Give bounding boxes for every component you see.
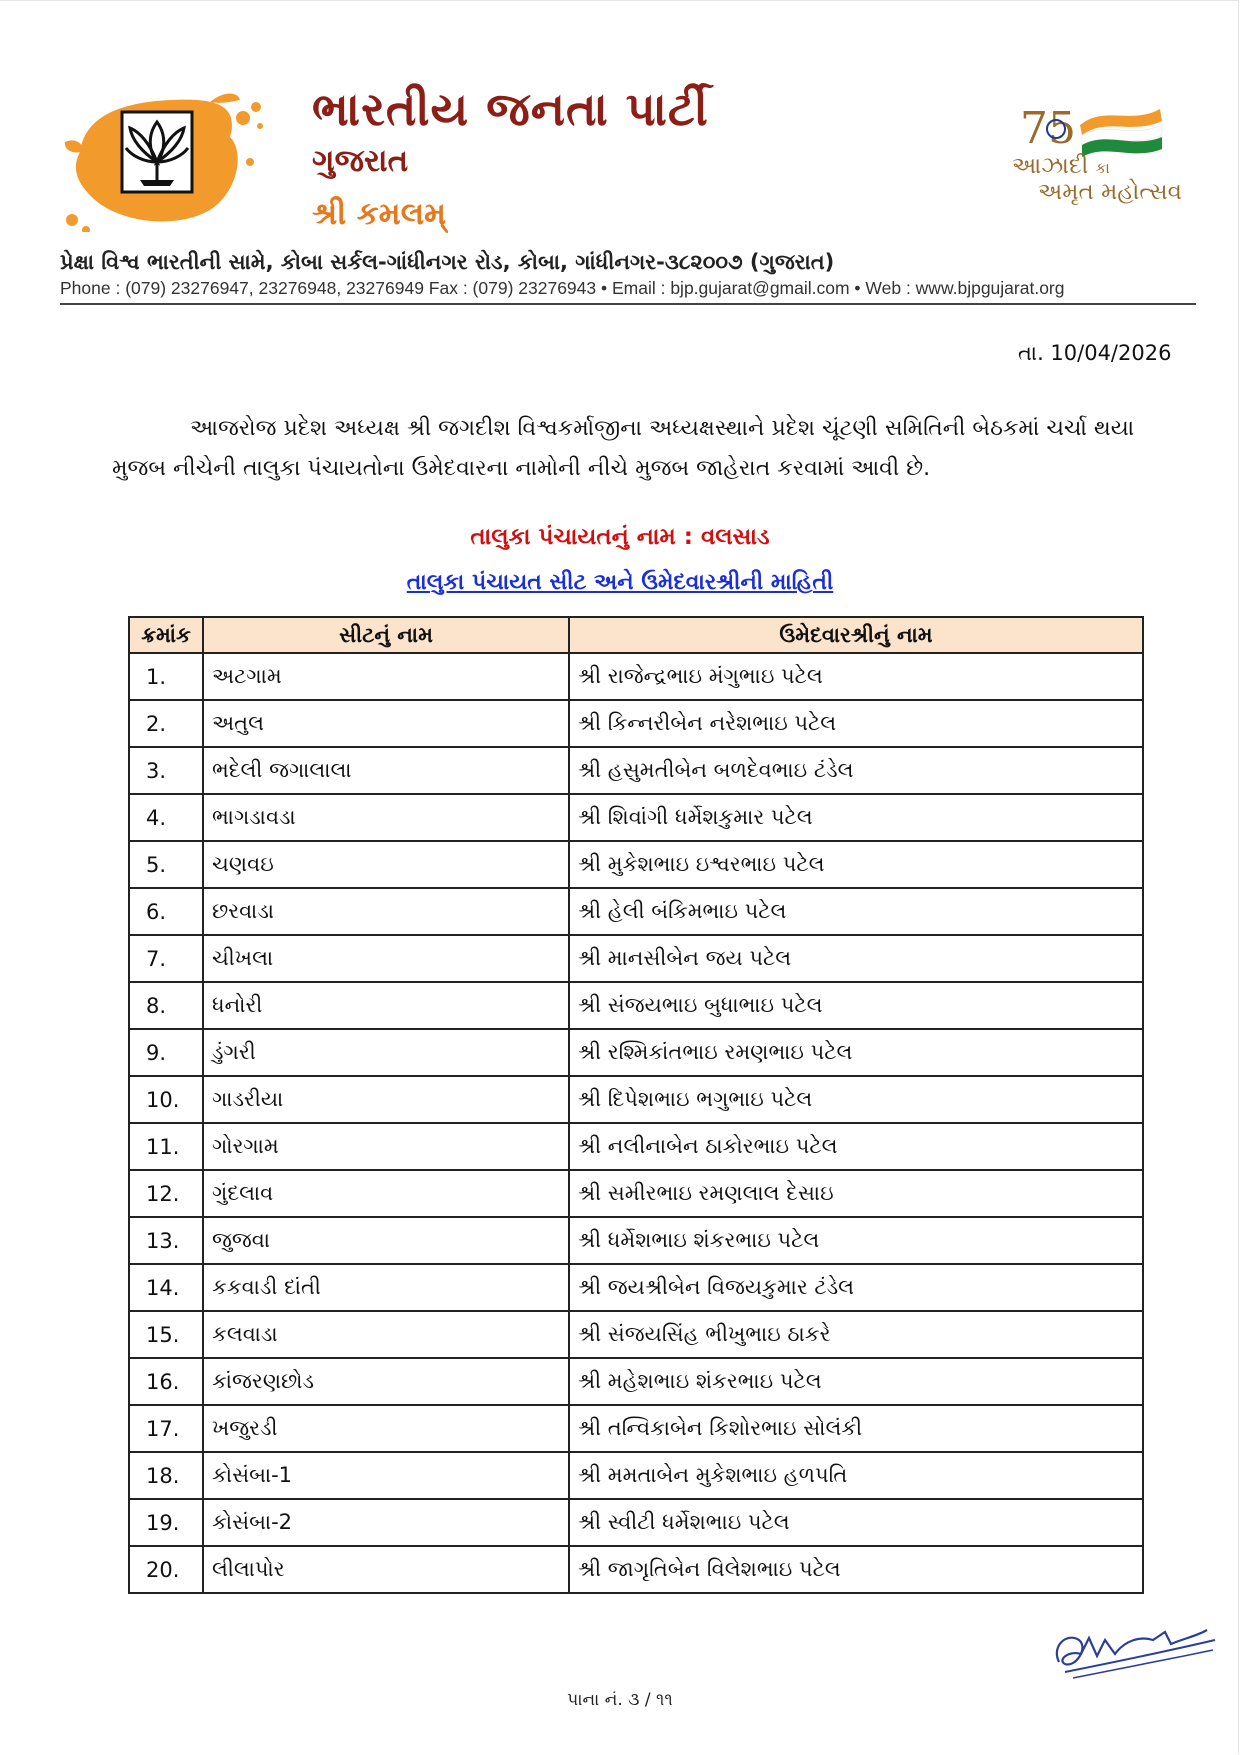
serial-cell: 8. — [129, 982, 203, 1029]
seat-name-cell: ખજુરડી — [203, 1405, 569, 1452]
serial-cell: 3. — [129, 747, 203, 794]
seat-name-cell: ચીખલા — [203, 935, 569, 982]
table-row — [129, 1311, 1143, 1358]
candidate-name-cell: શ્રી મહેશભાઇ શંકરભાઇ પટેલ — [569, 1358, 1143, 1405]
serial-cell: 9. — [129, 1029, 203, 1076]
candidate-name-cell: શ્રી જયશ્રીબેન વિજયકુમાર ટંડેલ — [569, 1264, 1143, 1311]
candidate-name-cell: શ્રી સમીરભાઇ રમણલાલ દેસાઇ — [569, 1170, 1143, 1217]
candidate-name-cell: શ્રી રશ્મિકાંતભાઇ રમણભાઇ પટેલ — [569, 1029, 1143, 1076]
azadi-ka: કા — [1095, 159, 1110, 177]
seat-name-cell: ડુંગરી — [203, 1029, 569, 1076]
seat-name-cell: જુજવા — [203, 1217, 569, 1264]
seat-name-cell: અટગામ — [203, 653, 569, 700]
seat-name-cell: ભાગડાવડા — [203, 794, 569, 841]
section-subtitle — [0, 570, 1240, 595]
table-row — [129, 1170, 1143, 1217]
candidate-table — [128, 616, 1144, 1594]
candidate-name-cell: શ્રી સ્વીટી ધર્મેશભાઇ પટેલ — [569, 1499, 1143, 1546]
paragraph-line-1: આજરોજ પ્રદેશ અધ્યક્ષ શ્રી જગદીશ વિશ્વકર્માજીના અધ્યક્ષસ્થાને પ્રદેશ ચૂંટણી સમિતિની બેઠકમાં ચર્ચા થયા — [190, 416, 1135, 441]
seat-name-cell: લીલાપોર — [203, 1546, 569, 1593]
azadi-line2: અમૃત મહોત્સવ — [1038, 179, 1182, 205]
seat-name-cell: કોસંબા-2 — [203, 1499, 569, 1546]
letter-date: તા. 10/04/2026 — [1018, 341, 1172, 365]
candidate-name-cell: શ્રી રાજેન્દ્રભાઇ મંગુભાઇ પટેલ — [569, 653, 1143, 700]
table-row — [129, 747, 1143, 794]
azadi-ka-amrit-mahotsav-logo — [1010, 95, 1210, 210]
table-row — [129, 1123, 1143, 1170]
seat-name-cell: છરવાડા — [203, 888, 569, 935]
serial-cell: 2. — [129, 700, 203, 747]
serial-cell: 4. — [129, 794, 203, 841]
seat-name-cell: કોસંબા-1 — [203, 1452, 569, 1499]
bjp-lotus-logo — [60, 82, 290, 232]
contact-line: Phone : (079) 23276947, 23276948, 23276949 Fax : (079) 23276943 • Email : bjp.gujarat@gmail.com • Web : www.bjpgujarat.org — [60, 278, 1065, 298]
seat-name-cell: ગુંદલાવ — [203, 1170, 569, 1217]
seat-name-cell: ધનોરી — [203, 982, 569, 1029]
candidate-name-cell: શ્રી મુકેશભાઇ ઇશ્વરભાઇ પટેલ — [569, 841, 1143, 888]
state-name: ગુજરાત — [312, 143, 409, 179]
table-row — [129, 982, 1143, 1029]
section-subtitle-text: તાલુકા પંચાયત સીટ અને ઉમેદવારશ્રીની માહિતી — [406, 570, 834, 595]
candidate-name-cell: શ્રી કિન્નરીબેન નરેશભાઇ પટેલ — [569, 700, 1143, 747]
serial-cell: 17. — [129, 1405, 203, 1452]
header-seat-name: સીટનું નામ — [203, 617, 569, 653]
serial-cell: 12. — [129, 1170, 203, 1217]
page-number: પાના નં. ૩ / ૧૧ — [567, 1690, 673, 1710]
serial-cell: 18. — [129, 1452, 203, 1499]
table-row — [129, 841, 1143, 888]
candidate-name-cell: શ્રી શિવાંગી ધર્મેશકુમાર પટેલ — [569, 794, 1143, 841]
serial-cell: 6. — [129, 888, 203, 935]
azadi-number: 75 — [1020, 103, 1076, 154]
office-address: પ્રેક્ષા વિશ્વ ભારતીની સામે, કોબા સર્કલ-ગાંધીનગર રોડ, કોબા, ગાંધીનગર-૩૮૨૦૦૭ (ગુજરાત) — [60, 250, 835, 274]
taluka-panchayat-title: તાલુકા પંચાયતનું નામ : વલસાડ — [470, 524, 770, 550]
table-row — [129, 1076, 1143, 1123]
table-header-row — [129, 617, 1143, 653]
candidate-name-cell: શ્રી ધર્મેશભાઇ શંકરભાઇ પટેલ — [569, 1217, 1143, 1264]
serial-cell: 14. — [129, 1264, 203, 1311]
seat-name-cell: કાંજરણછોડ — [203, 1358, 569, 1405]
serial-cell: 20. — [129, 1546, 203, 1593]
candidate-name-cell: શ્રી હસુમતીબેન બળદેવભાઇ ટંડેલ — [569, 747, 1143, 794]
header-serial: ક્રમાંક — [129, 617, 203, 653]
candidate-name-cell: શ્રી મમતાબેન મુકેશભાઇ હળપતિ — [569, 1452, 1143, 1499]
serial-cell: 11. — [129, 1123, 203, 1170]
party-name: ભારતીય જનતા પાર્ટી — [312, 82, 709, 136]
seat-name-cell: ભદેલી જગાલાલા — [203, 747, 569, 794]
table-row — [129, 1546, 1143, 1593]
table-row — [129, 1358, 1143, 1405]
serial-cell: 19. — [129, 1499, 203, 1546]
office-name: શ્રી કમલમ્ — [312, 196, 447, 232]
serial-cell: 7. — [129, 935, 203, 982]
serial-cell: 10. — [129, 1076, 203, 1123]
seat-name-cell: ચણવઇ — [203, 841, 569, 888]
seat-name-cell: અતુલ — [203, 700, 569, 747]
table-row — [129, 794, 1143, 841]
candidate-name-cell: શ્રી નલીનાબેન ઠાકોરભાઇ પટેલ — [569, 1123, 1143, 1170]
header-candidate-name: ઉમેદવારશ્રીનું નામ — [569, 617, 1143, 653]
table-row — [129, 1264, 1143, 1311]
table-row — [129, 653, 1143, 700]
azadi-line1: આઝાદી — [1012, 153, 1089, 179]
signature — [1045, 1610, 1225, 1690]
serial-cell: 1. — [129, 653, 203, 700]
candidate-name-cell: શ્રી હેલી બંકિમભાઇ પટેલ — [569, 888, 1143, 935]
table-row — [129, 1029, 1143, 1076]
table-row — [129, 1405, 1143, 1452]
announcement-paragraph — [112, 409, 1162, 489]
serial-cell: 13. — [129, 1217, 203, 1264]
seat-name-cell: કલવાડા — [203, 1311, 569, 1358]
serial-cell: 16. — [129, 1358, 203, 1405]
serial-cell: 5. — [129, 841, 203, 888]
table-row — [129, 1452, 1143, 1499]
candidate-name-cell: શ્રી તન્વિકાબેન કિશોરભાઇ સોલંકી — [569, 1405, 1143, 1452]
header-divider — [60, 303, 1196, 305]
seat-name-cell: કકવાડી દાંતી — [203, 1264, 569, 1311]
table-row — [129, 935, 1143, 982]
paragraph-line-2: મુજબ નીચેની તાલુકા પંચાયતોના ઉમેદવારના નામોની નીચે મુજબ જાહેરાત કરવામાં આવી છે. — [112, 456, 931, 481]
table-row — [129, 888, 1143, 935]
table-row — [129, 1217, 1143, 1264]
serial-cell: 15. — [129, 1311, 203, 1358]
candidate-name-cell: શ્રી સંજયસિંહ ભીખુભાઇ ઠાકરે — [569, 1311, 1143, 1358]
table-row — [129, 1499, 1143, 1546]
seat-name-cell: ગાડરીયા — [203, 1076, 569, 1123]
seat-name-cell: ગોરગામ — [203, 1123, 569, 1170]
candidate-name-cell: શ્રી જાગૃતિબેન વિલેશભાઇ પટેલ — [569, 1546, 1143, 1593]
candidate-name-cell: શ્રી દિપેશભાઇ ભગુભાઇ પટેલ — [569, 1076, 1143, 1123]
candidate-name-cell: શ્રી સંજયભાઇ બુધાભાઇ પટેલ — [569, 982, 1143, 1029]
table-row — [129, 700, 1143, 747]
candidate-name-cell: શ્રી માનસીબેન જય પટેલ — [569, 935, 1143, 982]
